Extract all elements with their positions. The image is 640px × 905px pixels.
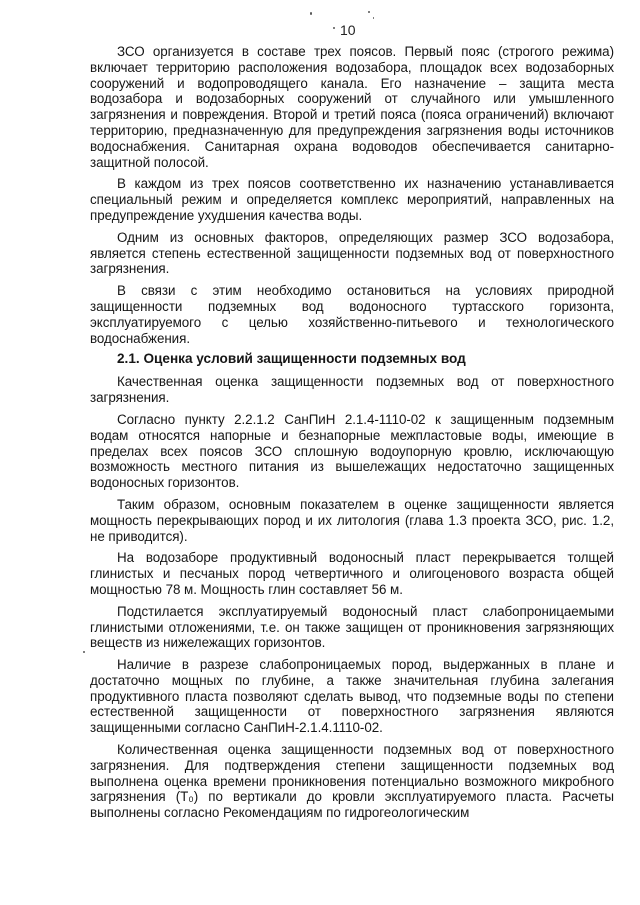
paragraph: ЗСО организуется в составе трех поясов. Первый пояс (строгого режима) включает территорию расположения водозабора, площадок всех водозаборных сооружений и водопроводящего канала. Его назначение – защита места водозабора и водозаборных сооружений от случайного или умышленного загрязнения и повреждения. Второй и третий пояса (пояса ограничений) включают территорию, предназначенную для предупреждения загрязнения воды источников водоснабжения. Санитарная охрана водоводов обеспечивается санитарно-защитной полосой. — [90, 44, 614, 170]
paragraph: В каждом из трех поясов соответственно их назначению устанавливается специальный режим и определяется комплекс мероприятий, направленных на предупреждение ухудшения качества воды. — [90, 176, 614, 223]
section-heading: 2.1. Оценка условий защищенности подземных вод — [117, 351, 466, 367]
paragraph: На водозаборе продуктивный водоносный пласт перекрывается толщей глинистых и песчаных пород четвертичного и олигоценового возраста общей мощностью 78 м. Мощность глин составляет 56 м. — [90, 550, 614, 597]
document-body — [90, 44, 614, 821]
paragraph: В связи с этим необходимо остановиться на условиях природной защищенности подземных вод водоносного туртасского горизонта, эксплуатируемого с целью хозяйственно-питьевого и технологического водоснабжения. — [90, 283, 614, 346]
scan-speck — [310, 12, 312, 15]
paragraph: Подстилается эксплуатируемый водоносный пласт слабопроницаемыми глинистыми отложениями, т.е. он также защищен от проникновения загрязняющих веществ из нижележащих горизонтов. — [90, 603, 614, 651]
paragraph: Таким образом, основным показателем в оценке защищенности является мощность перекрывающих пород и их литология (глава 1.3 проекта ЗСО, рис. 1.2, не приводится). — [90, 496, 614, 544]
paragraph: Количественная оценка защищенности подземных вод от поверхностного загрязнения. Для подтверждения степени защищенности подземных вод выполнена оценка времени проникновения потенциально возможного микробного загрязнения (Т₀) по вертикали до кровли эксплуатируемого пласта. Расчеты выполнены согласно Рекомендациям по гидрогеологическим — [90, 742, 614, 821]
page-number: 10 — [340, 22, 356, 38]
scan-speck — [333, 27, 335, 29]
scan-speck — [368, 11, 370, 13]
paragraph: Одним из основных факторов, определяющих размер ЗСО водозабора, является степень естественной защищенности подземных вод от поверхностного загрязнения. — [90, 229, 614, 277]
paragraph: Качественная оценка защищенности подземных вод от поверхностного загрязнения. — [90, 374, 614, 406]
scan-speck — [373, 17, 374, 19]
scan-speck — [83, 651, 85, 653]
paragraph: Наличие в разрезе слабопроницаемых пород, выдержанных в плане и достаточно мощных по глубине, а также значительная глубина залегания продуктивного пласта позволяют сделать вывод, что подземные воды по степени естественной защищенности от поверхностного загрязнения являются защищенными согласно СанПиН-2.1.4.1110-02. — [90, 657, 614, 736]
paragraph: Согласно пункту 2.2.1.2 СанПиН 2.1.4-1110-02 к защищенным подземным водам относятся напорные и безнапорные межпластовые воды, имеющие в пределах всех поясов ЗСО сплошную водоупорную кровлю, исключающую возможность местного питания из вышележащих недостаточно защищенных водоносных горизонтов. — [90, 411, 614, 491]
